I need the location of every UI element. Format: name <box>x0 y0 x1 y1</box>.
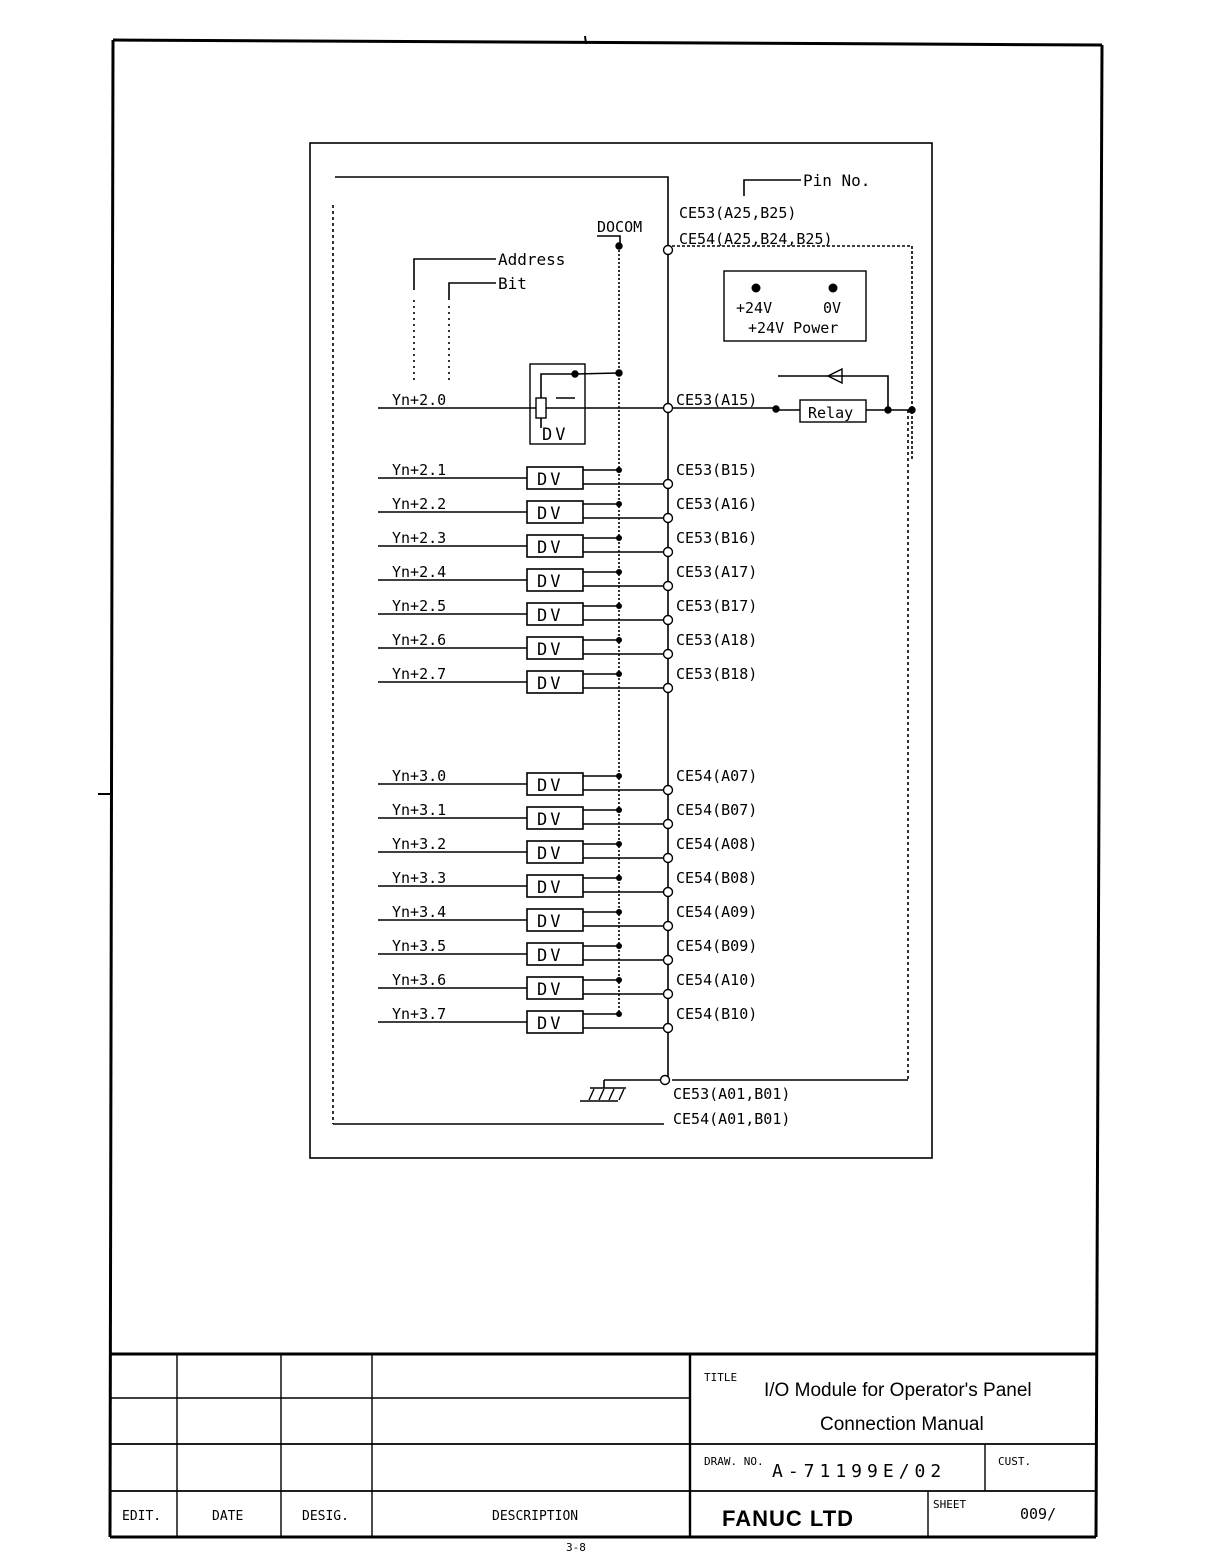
plus24-terminal <box>752 284 761 293</box>
plus24-label: +24V <box>736 299 773 317</box>
driver-label: DV <box>542 425 569 445</box>
pin-label: CE53(A18) <box>676 631 758 649</box>
ground-pin-ce53: CE53(A01,B01) <box>673 1085 791 1103</box>
junction-dot <box>616 535 622 541</box>
junction-dot <box>616 671 622 677</box>
draw-no-label: DRAW. NO. <box>704 1455 764 1468</box>
connector-pin <box>664 990 673 999</box>
driver-label: DV <box>537 640 564 660</box>
pin-label: CE53(A16) <box>676 495 758 513</box>
pin-label: CE54(B09) <box>676 937 758 955</box>
driver-label: DV <box>537 504 564 524</box>
junction-dot <box>616 841 622 847</box>
date-column-header: DATE <box>212 1509 244 1524</box>
company-name: FANUC LTD <box>722 1506 855 1531</box>
driver-label: DV <box>537 810 564 830</box>
desig-column-header: DESIG. <box>302 1509 349 1524</box>
address-label: Address <box>498 250 566 269</box>
connector-pin <box>664 548 673 557</box>
junction-dot <box>616 773 622 779</box>
connector-pin <box>664 922 673 931</box>
cust-label: CUST. <box>998 1455 1032 1468</box>
driver-label: DV <box>537 470 564 490</box>
connector-pin <box>664 956 673 965</box>
pin-label: CE53(A17) <box>676 563 758 581</box>
ce54-common-pin: CE54(A25,B24,B25) <box>679 230 833 248</box>
sheet-label: SHEET <box>933 1498 967 1511</box>
junction-dot <box>616 467 622 473</box>
page-mark: 3-8 <box>566 1541 586 1554</box>
junction-dot <box>616 977 622 983</box>
zero-volt-terminal <box>829 284 838 293</box>
signal-label: Yn+3.4 <box>392 903 447 921</box>
signal-label: Yn+3.5 <box>392 937 447 955</box>
pin-label: CE54(B08) <box>676 869 758 887</box>
junction-dot <box>616 1011 622 1017</box>
docom-label: DOCOM <box>597 218 643 236</box>
driver-label: DV <box>537 1014 564 1034</box>
connector-pin <box>664 786 673 795</box>
output-rows <box>378 391 757 1034</box>
driver-label: DV <box>537 572 564 592</box>
connector-pin <box>664 514 673 523</box>
signal-label: Yn+2.7 <box>392 665 447 683</box>
signal-label: Yn+2.4 <box>392 563 447 581</box>
pin-label: CE54(A10) <box>676 971 758 989</box>
pin-label: CE53(B18) <box>676 665 758 683</box>
ground-pin-ce54: CE54(A01,B01) <box>673 1110 791 1128</box>
junction-dot <box>616 501 622 507</box>
connector-pin <box>664 684 673 693</box>
connector-pin <box>664 820 673 829</box>
junctions <box>572 243 915 1085</box>
document-title-line2: Connection Manual <box>820 1414 984 1435</box>
signal-label: Yn+2.2 <box>392 495 447 513</box>
driver-label: DV <box>537 844 564 864</box>
connector-pin <box>664 650 673 659</box>
draw-number: A-71199E/02 <box>772 1461 947 1482</box>
junction-dot <box>616 807 622 813</box>
junction-dot <box>616 909 622 915</box>
pin-label: CE54(B10) <box>676 1005 758 1023</box>
signal-label: Yn+3.0 <box>392 767 447 785</box>
signal-label: Yn+3.3 <box>392 869 447 887</box>
sheet-number: 009/ <box>1020 1505 1057 1523</box>
signal-label: Yn+2.1 <box>392 461 447 479</box>
driver-label: DV <box>537 538 564 558</box>
title-label: TITLE <box>704 1371 738 1384</box>
drawing-frame <box>98 36 1102 1537</box>
signal-label: Yn+2.6 <box>392 631 447 649</box>
signal-label: Yn+2.3 <box>392 529 447 547</box>
bit-label: Bit <box>498 274 527 293</box>
connector-pin <box>664 1024 673 1033</box>
document-title-line1: I/O Module for Operator's Panel <box>764 1380 1032 1401</box>
driver-label: DV <box>537 606 564 626</box>
junction-dot <box>616 943 622 949</box>
connector-pin <box>664 480 673 489</box>
pin-label: CE53(A15) <box>676 391 758 409</box>
relay-label: Relay <box>808 404 854 422</box>
driver-label: DV <box>537 878 564 898</box>
signal-label: Yn+2.5 <box>392 597 447 615</box>
pin-no-label: Pin No. <box>803 171 871 190</box>
pin-label: CE53(B16) <box>676 529 758 547</box>
junction-dot <box>616 569 622 575</box>
signal-label: Yn+3.7 <box>392 1005 447 1023</box>
pin-label: CE54(A09) <box>676 903 758 921</box>
signal-label: Yn+2.0 <box>392 391 447 409</box>
connector-pin <box>664 616 673 625</box>
pin-label: CE53(B15) <box>676 461 758 479</box>
signal-label: Yn+3.1 <box>392 801 447 819</box>
ce53-common-pin: CE53(A25,B25) <box>679 204 797 222</box>
description-column-header: DESCRIPTION <box>492 1509 579 1524</box>
connector-pin <box>664 888 673 897</box>
ground-symbol <box>580 1089 624 1101</box>
driver-label: DV <box>537 980 564 1000</box>
signal-label: Yn+3.6 <box>392 971 447 989</box>
driver-label: DV <box>537 674 564 694</box>
pin-label: CE54(A08) <box>676 835 758 853</box>
zero-volt-label: 0V <box>823 299 842 317</box>
power-label: +24V Power <box>748 319 839 337</box>
driver-label: DV <box>537 946 564 966</box>
pin-label: CE54(B07) <box>676 801 758 819</box>
connector-pin <box>664 854 673 863</box>
pin-label: CE54(A07) <box>676 767 758 785</box>
junction-dot <box>616 603 622 609</box>
pin-label: CE53(B17) <box>676 597 758 615</box>
driver-label: DV <box>537 776 564 796</box>
junction-dot <box>616 875 622 881</box>
junction-dot <box>616 637 622 643</box>
edit-column-header: EDIT. <box>122 1509 162 1524</box>
signal-label: Yn+3.2 <box>392 835 447 853</box>
driver-label: DV <box>537 912 564 932</box>
connector-pin <box>664 582 673 591</box>
